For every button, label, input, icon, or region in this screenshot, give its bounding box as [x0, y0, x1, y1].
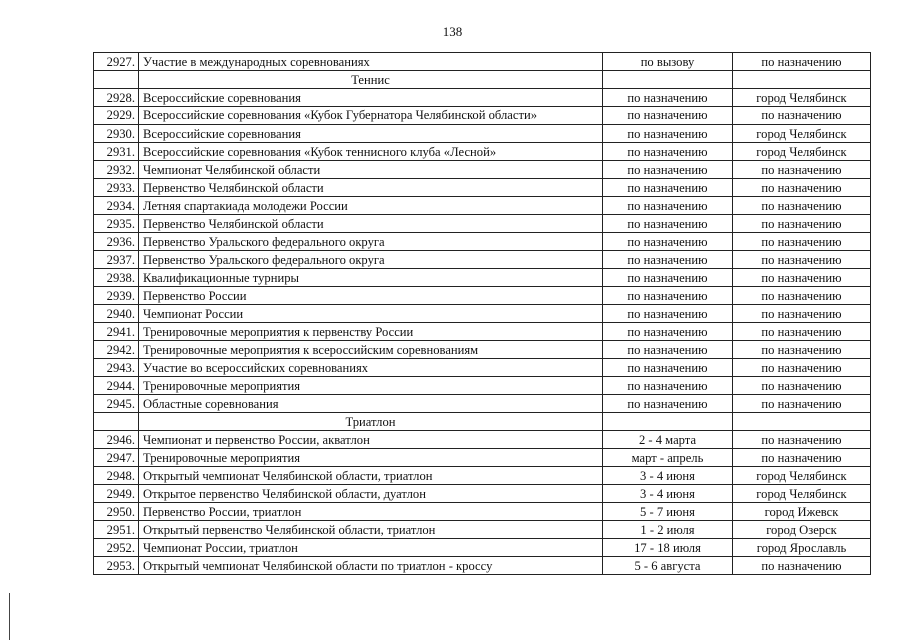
event-name: Всероссийские соревнования	[139, 125, 603, 143]
section-date-cell	[603, 71, 733, 89]
event-date: по назначению	[603, 323, 733, 341]
event-name: Открытый чемпионат Челябинской области по триатлон - кроссу	[139, 557, 603, 575]
event-date: 3 - 4 июня	[603, 485, 733, 503]
event-name: Чемпионат России	[139, 305, 603, 323]
event-name: Участие в международных соревнованиях	[139, 53, 603, 71]
event-place: город Челябинск	[733, 143, 871, 161]
table-row	[94, 521, 871, 539]
table-row	[94, 161, 871, 179]
row-number: 2945.	[94, 395, 139, 413]
row-number: 2930.	[94, 125, 139, 143]
event-date: 5 - 6 августа	[603, 557, 733, 575]
event-date: по назначению	[603, 233, 733, 251]
event-date: по назначению	[603, 341, 733, 359]
event-date: 2 - 4 марта	[603, 431, 733, 449]
event-place: по назначению	[733, 323, 871, 341]
row-number: 2940.	[94, 305, 139, 323]
event-place: город Челябинск	[733, 89, 871, 107]
row-number: 2948.	[94, 467, 139, 485]
row-number: 2938.	[94, 269, 139, 287]
row-number: 2944.	[94, 377, 139, 395]
event-name: Участие во всероссийских соревнованиях	[139, 359, 603, 377]
section-title: Триатлон	[139, 413, 603, 431]
event-date: по назначению	[603, 197, 733, 215]
event-name: Всероссийские соревнования «Кубок Губернатора Челябинской области»	[139, 107, 603, 125]
section-title: Теннис	[139, 71, 603, 89]
row-number: 2929.	[94, 107, 139, 125]
table-row	[94, 305, 871, 323]
table-row	[94, 179, 871, 197]
event-date: по назначению	[603, 179, 733, 197]
event-name: Открытое первенство Челябинской области, дуатлон	[139, 485, 603, 503]
event-name: Областные соревнования	[139, 395, 603, 413]
table-row	[94, 125, 871, 143]
event-name: Тренировочные мероприятия к всероссийским соревнованиям	[139, 341, 603, 359]
table-row	[94, 449, 871, 467]
row-number: 2953.	[94, 557, 139, 575]
event-name: Тренировочные мероприятия к первенству России	[139, 323, 603, 341]
row-number: 2952.	[94, 539, 139, 557]
event-place: по назначению	[733, 287, 871, 305]
table-row	[94, 287, 871, 305]
event-name: Первенство Челябинской области	[139, 179, 603, 197]
row-number: 2946.	[94, 431, 139, 449]
event-name: Первенство Уральского федерального округа	[139, 233, 603, 251]
table-row	[94, 269, 871, 287]
section-number-cell	[94, 413, 139, 431]
row-number: 2943.	[94, 359, 139, 377]
event-name: Тренировочные мероприятия	[139, 449, 603, 467]
row-number: 2939.	[94, 287, 139, 305]
event-name: Квалификационные турниры	[139, 269, 603, 287]
table-row	[94, 215, 871, 233]
event-date: по назначению	[603, 269, 733, 287]
section-place-cell	[733, 71, 871, 89]
table-row	[94, 107, 871, 125]
event-date: 17 - 18 июля	[603, 539, 733, 557]
events-table	[93, 52, 871, 575]
event-date: 1 - 2 июля	[603, 521, 733, 539]
row-number: 2928.	[94, 89, 139, 107]
event-date: по назначению	[603, 395, 733, 413]
event-name: Открытый первенство Челябинской области, триатлон	[139, 521, 603, 539]
margin-line	[9, 593, 10, 640]
event-place: по назначению	[733, 197, 871, 215]
event-date: по назначению	[603, 161, 733, 179]
event-date: по назначению	[603, 215, 733, 233]
event-place: по назначению	[733, 161, 871, 179]
event-name: Первенство Челябинской области	[139, 215, 603, 233]
event-place: по назначению	[733, 359, 871, 377]
event-date: по назначению	[603, 125, 733, 143]
event-place: по назначению	[733, 53, 871, 71]
row-number: 2937.	[94, 251, 139, 269]
event-place: по назначению	[733, 269, 871, 287]
event-name: Летняя спартакиада молодежи России	[139, 197, 603, 215]
row-number: 2931.	[94, 143, 139, 161]
event-date: по назначению	[603, 251, 733, 269]
event-place: город Ижевск	[733, 503, 871, 521]
page-number: 138	[442, 24, 463, 39]
row-number: 2950.	[94, 503, 139, 521]
event-date: март - апрель	[603, 449, 733, 467]
event-date: 5 - 7 июня	[603, 503, 733, 521]
event-place: по назначению	[733, 233, 871, 251]
event-name: Первенство России	[139, 287, 603, 305]
event-name: Чемпионат России, триатлон	[139, 539, 603, 557]
row-number: 2933.	[94, 179, 139, 197]
event-name: Чемпионат и первенство России, акватлон	[139, 431, 603, 449]
row-number: 2932.	[94, 161, 139, 179]
table-row	[94, 485, 871, 503]
event-place: по назначению	[733, 377, 871, 395]
row-number: 2936.	[94, 233, 139, 251]
table-row	[94, 503, 871, 521]
event-place: город Челябинск	[733, 125, 871, 143]
event-place: по назначению	[733, 395, 871, 413]
event-place: город Челябинск	[733, 467, 871, 485]
row-number: 2947.	[94, 449, 139, 467]
event-place: город Челябинск	[733, 485, 871, 503]
event-date: по вызову	[603, 53, 733, 71]
event-name: Всероссийские соревнования «Кубок теннисного клуба «Лесной»	[139, 143, 603, 161]
event-date: по назначению	[603, 305, 733, 323]
section-header-row	[94, 413, 871, 431]
table-row	[94, 539, 871, 557]
event-date: по назначению	[603, 89, 733, 107]
event-name: Первенство России, триатлон	[139, 503, 603, 521]
event-date: по назначению	[603, 287, 733, 305]
event-place: по назначению	[733, 341, 871, 359]
table-row	[94, 89, 871, 107]
table-row	[94, 359, 871, 377]
table-row	[94, 341, 871, 359]
row-number: 2941.	[94, 323, 139, 341]
event-date: 3 - 4 июня	[603, 467, 733, 485]
event-place: по назначению	[733, 215, 871, 233]
event-place: по назначению	[733, 179, 871, 197]
table-row	[94, 323, 871, 341]
event-name: Чемпионат Челябинской области	[139, 161, 603, 179]
event-name: Открытый чемпионат Челябинской области, триатлон	[139, 467, 603, 485]
event-place: по назначению	[733, 449, 871, 467]
row-number: 2934.	[94, 197, 139, 215]
event-place: по назначению	[733, 251, 871, 269]
table-row	[94, 197, 871, 215]
row-number: 2942.	[94, 341, 139, 359]
section-number-cell	[94, 71, 139, 89]
event-date: по назначению	[603, 143, 733, 161]
event-place: по назначению	[733, 107, 871, 125]
row-number: 2935.	[94, 215, 139, 233]
table-row	[94, 467, 871, 485]
table-row	[94, 143, 871, 161]
event-place: по назначению	[733, 305, 871, 323]
section-place-cell	[733, 413, 871, 431]
event-place: город Озерск	[733, 521, 871, 539]
event-name: Тренировочные мероприятия	[139, 377, 603, 395]
table-row	[94, 431, 871, 449]
table-row	[94, 395, 871, 413]
table-row	[94, 377, 871, 395]
section-header-row	[94, 71, 871, 89]
event-name: Всероссийские соревнования	[139, 89, 603, 107]
event-place: по назначению	[733, 431, 871, 449]
table-row	[94, 557, 871, 575]
table-row	[94, 53, 871, 71]
event-date: по назначению	[603, 359, 733, 377]
event-place: город Ярославль	[733, 539, 871, 557]
event-name: Первенство Уральского федерального округа	[139, 251, 603, 269]
table-row	[94, 233, 871, 251]
event-date: по назначению	[603, 377, 733, 395]
table-row	[94, 251, 871, 269]
row-number: 2927.	[94, 53, 139, 71]
row-number: 2949.	[94, 485, 139, 503]
row-number: 2951.	[94, 521, 139, 539]
section-date-cell	[603, 413, 733, 431]
event-place: по назначению	[733, 557, 871, 575]
event-date: по назначению	[603, 107, 733, 125]
